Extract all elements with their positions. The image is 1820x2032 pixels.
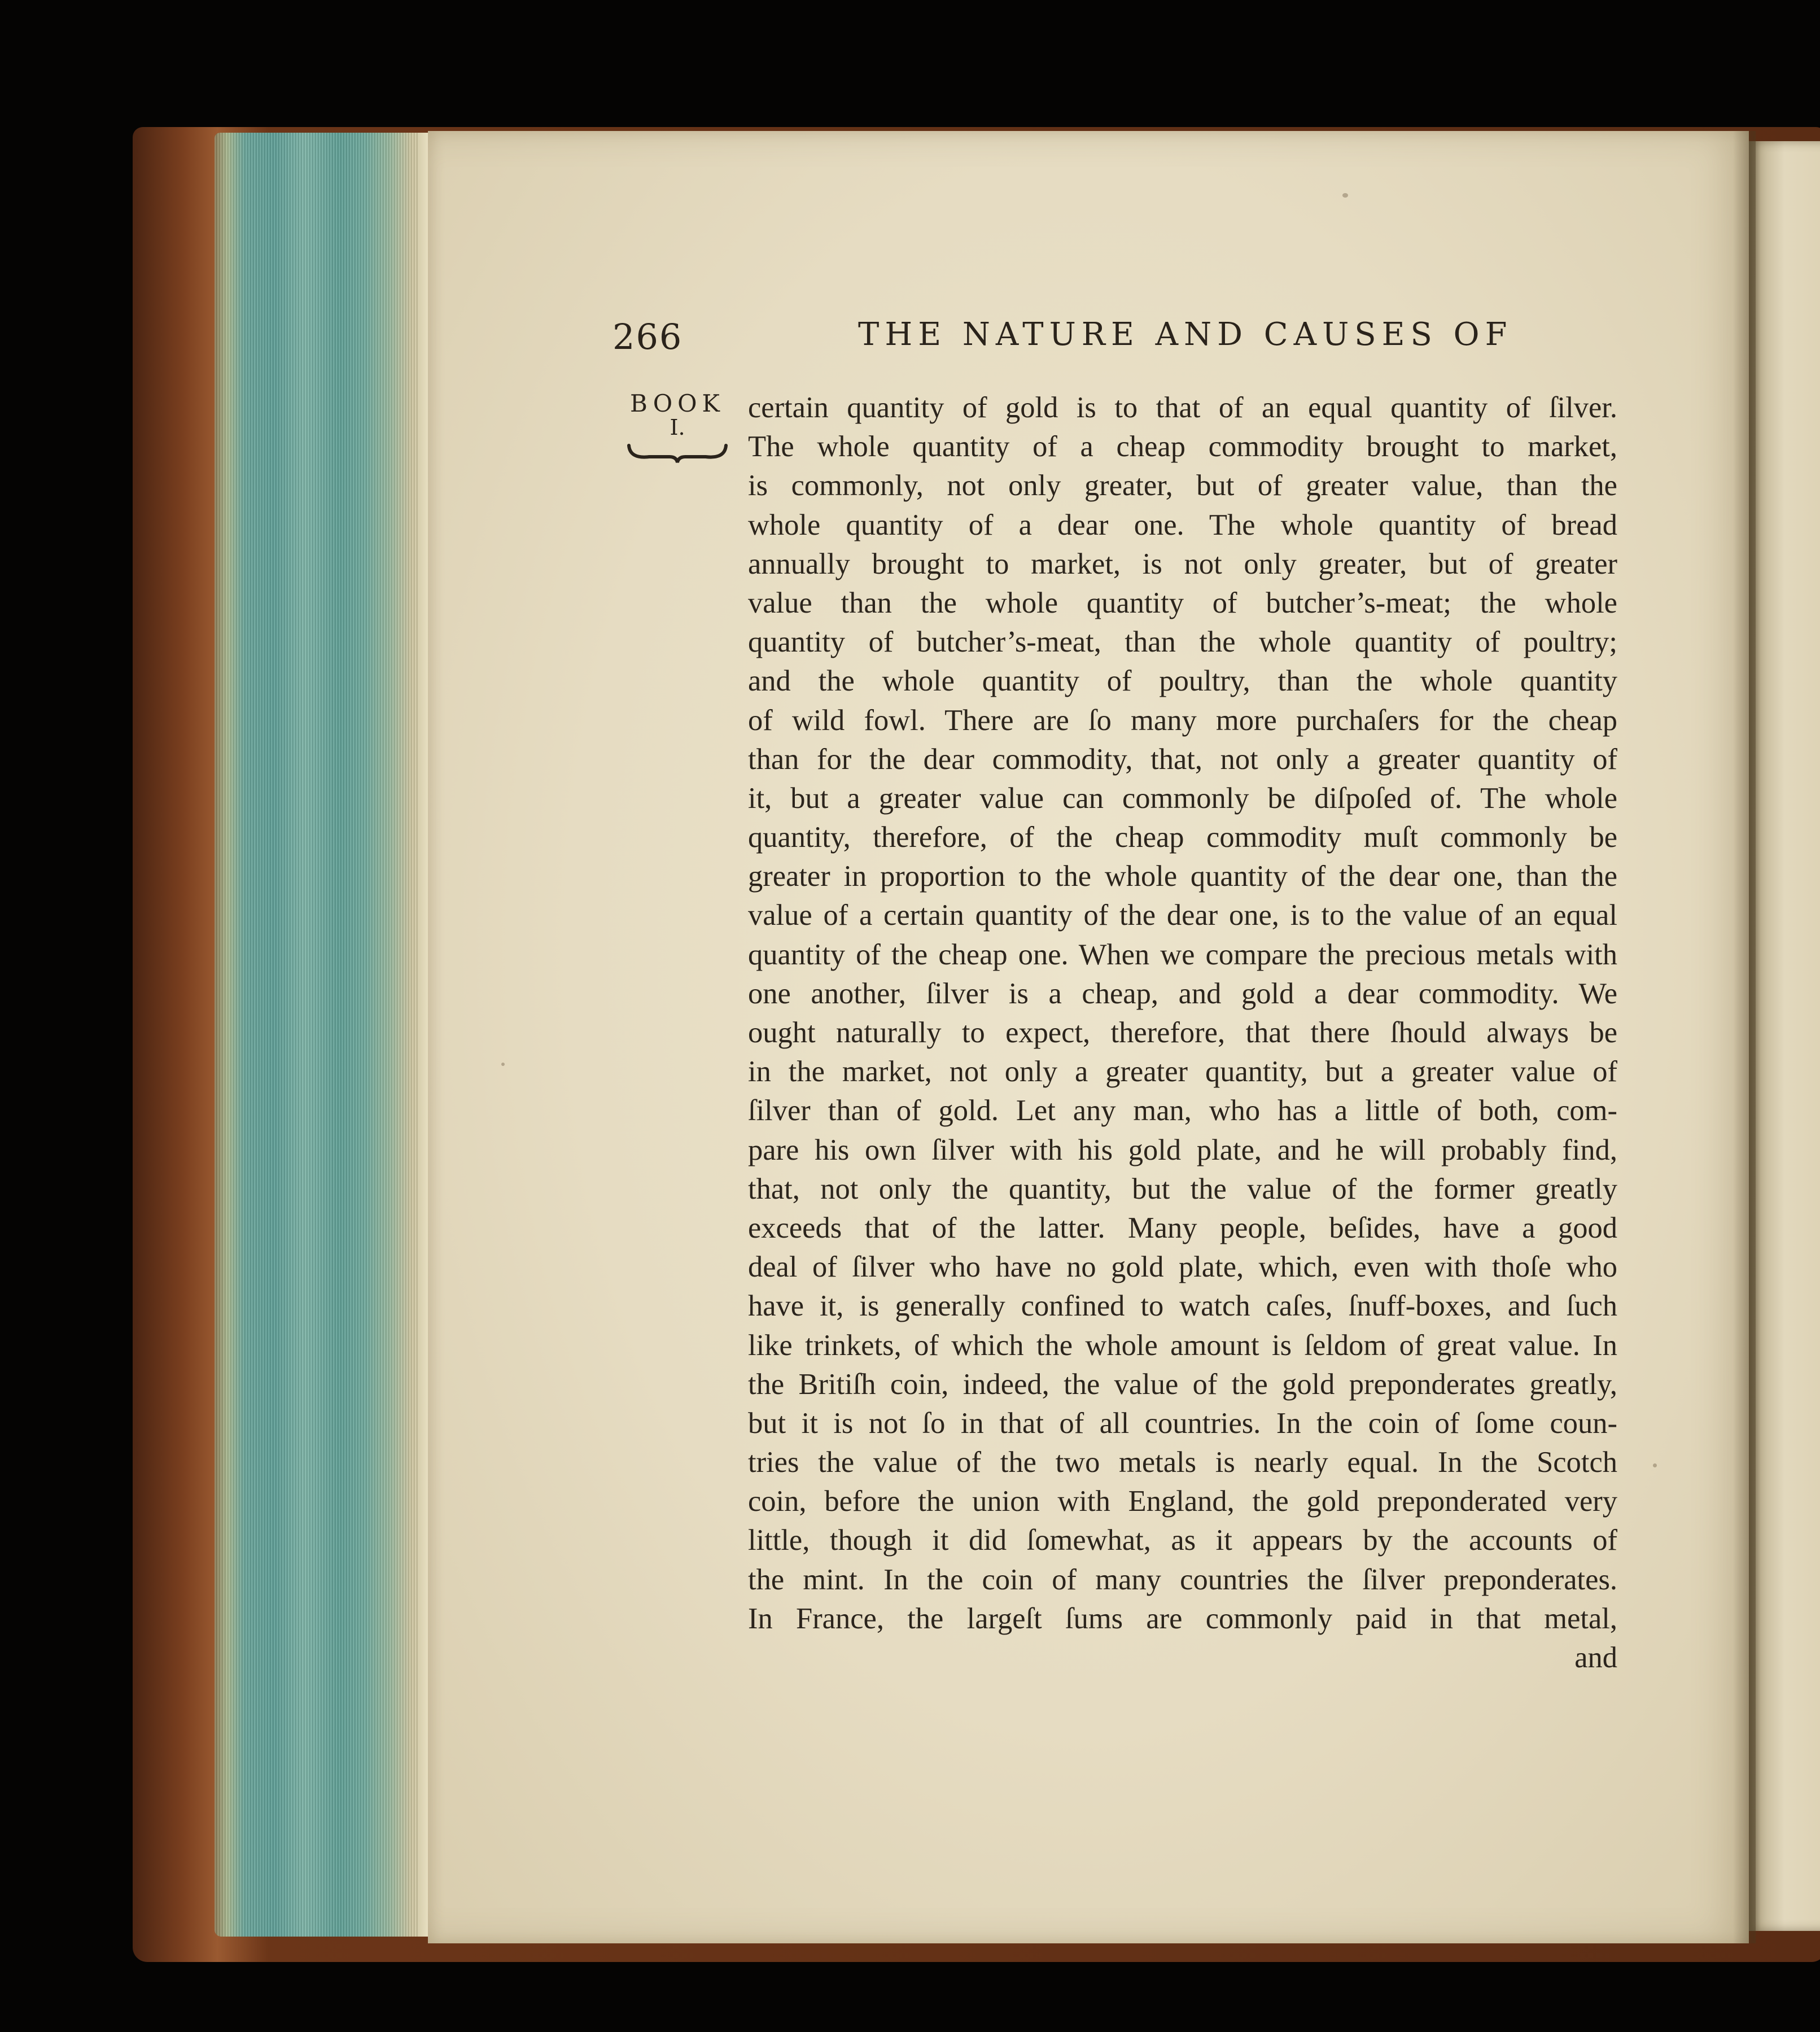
facing-page-edge xyxy=(1749,141,1820,1931)
paper-spot xyxy=(501,1063,505,1066)
text-line: in the market, not only a greater quantity, but a greater value of xyxy=(748,1055,1617,1089)
text-line: ſilver than of gold. Let any man, who has a little of both, com- xyxy=(748,1094,1617,1128)
text-line: deal of ſilver who have no gold plate, which, even with thoſe who xyxy=(748,1251,1617,1284)
text-line: one another, ſilver is a cheap, and gold a dear commodity. We xyxy=(748,977,1617,1010)
text-line: value than the whole quantity of butcher’s-meat; the whole xyxy=(748,586,1617,619)
catchword: and xyxy=(1574,1641,1617,1674)
page-edges-stack xyxy=(215,133,429,1937)
brace-icon xyxy=(627,440,728,464)
margin-note xyxy=(621,390,734,464)
text-line: The whole quantity of a cheap commodity brought to market, xyxy=(748,430,1617,464)
text-line: that, not only the quantity, but the value of the former greatly xyxy=(748,1172,1617,1205)
text-line: annually brought to market, is not only greater, but of greater xyxy=(748,547,1617,580)
text-line: ought naturally to expect, therefore, that there ſhould always be xyxy=(748,1016,1617,1049)
paper-spot xyxy=(1653,1463,1657,1467)
text-line: but it is not ſo in that of all countries. In the coin of ſome coun- xyxy=(748,1406,1617,1440)
text-line: pare his own ſilver with his gold plate, and he will probably find, xyxy=(748,1133,1617,1166)
text-line: is commonly, not only greater, but of greater value, than the xyxy=(748,469,1617,502)
text-line: In France, the largeſt ſums are commonly paid in that metal, xyxy=(748,1602,1617,1635)
text-line: tries the value of the two metals is nearly equal. In the Scotch xyxy=(748,1446,1617,1479)
text-line: quantity, therefore, of the cheap commodity muſt commonly be xyxy=(748,821,1617,854)
text-line: value of a certain quantity of the dear one, is to the value of an equal xyxy=(748,899,1617,932)
text-line: and the whole quantity of poultry, than the whole quantity xyxy=(748,665,1617,698)
text-line: the Britiſh coin, indeed, the value of the gold preponderates greatly, xyxy=(748,1367,1617,1401)
text-line: exceeds that of the latter. Many people, beſides, have a good xyxy=(748,1211,1617,1244)
text-line: it, but a greater value can commonly be diſpoſed of. The whole xyxy=(748,781,1617,815)
text-line: quantity of the cheap one. When we compare the precious metals with xyxy=(748,938,1617,971)
text-line: the mint. In the coin of many countries the ſilver preponderates. xyxy=(748,1563,1617,1596)
page-number: 266 xyxy=(613,316,683,357)
text-line: whole quantity of a dear one. The whole quantity of bread xyxy=(748,508,1617,541)
body-paragraph xyxy=(748,388,1617,1677)
running-head xyxy=(613,316,1527,367)
text-line: little, though it did ſomewhat, as it appears by the accounts of xyxy=(748,1524,1617,1557)
text-line: have it, is generally confined to watch caſes, ſnuff-boxes, and ſuch xyxy=(748,1290,1617,1323)
text-line: quantity of butcher’s-meat, than the whole quantity of poultry; xyxy=(748,626,1617,659)
text-line: certain quantity of gold is to that of an equal quantity of ſilver. xyxy=(748,391,1617,424)
page-gutter-shadow xyxy=(1733,131,1756,1943)
text-line: of wild fowl. There are ſo many more purchaſers for the cheap xyxy=(748,703,1617,737)
running-title: THE NATURE AND CAUSES OF xyxy=(858,316,1513,353)
margin-note-book: BOOK xyxy=(630,390,725,417)
text-line: coin, before the union with England, the gold preponderated very xyxy=(748,1485,1617,1518)
paper-spot xyxy=(1342,193,1348,198)
text-line: greater in proportion to the whole quantity of the dear one, than the xyxy=(748,860,1617,893)
text-line: like trinkets, of which the whole amount is ſeldom of great value. In xyxy=(748,1329,1617,1362)
margin-note-number: I. xyxy=(670,415,685,440)
text-line: than for the dear commodity, that, not only a greater quantity of xyxy=(748,742,1617,776)
